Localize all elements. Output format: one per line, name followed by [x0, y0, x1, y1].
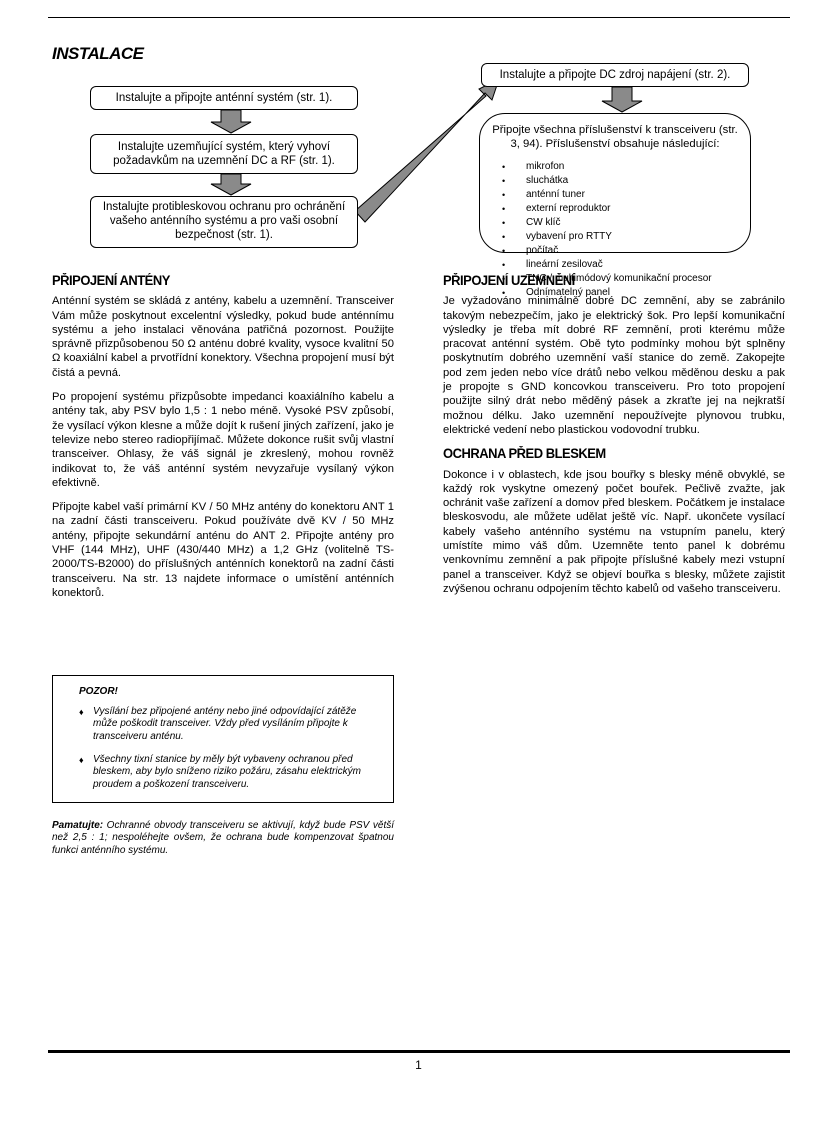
- list-item: • externí reproduktor: [502, 202, 654, 216]
- right-column: [443, 274, 785, 606]
- list-item: • CW klíč: [502, 216, 614, 230]
- left-column: [52, 274, 394, 610]
- flow-step-power: Instalujte a připojte DC zdroj napájení (str. 2).: [481, 63, 749, 87]
- flow-step-grounding: Instalujte uzemňující systém, který vyhoví požadavkům na uzemnění DC a RF (str. 1).: [90, 134, 358, 174]
- paragraph: Anténní systém se skládá z antény, kabelu a uzemnění. Transceiver Vám může poskytnout excelentní výsledky, pokud bude anténnímu systému a jeho instalaci věnována patřičná pozornost. Použijte správně přizpůsobenou 50 Ω anténu dobré kvality, vysoce kvalitní 50 Ω koaxiální kabel a prvotřídní konektory. Všechna propojení musí být čistá a pevná.: [52, 295, 394, 379]
- diamond-bullet-icon: ♦: [79, 755, 84, 765]
- accessories-intro: Připojte všechna příslušenství k transceiveru (str. 3, 94). Příslušenství obsahuje následující:: [492, 124, 738, 150]
- list-item: • Odnímatelný panel: [502, 286, 742, 300]
- warning-title: POZOR!: [79, 686, 118, 697]
- warning-box: [52, 675, 394, 803]
- note: [52, 820, 394, 857]
- flow-step-lightning: Instalujte protibleskovou ochranu pro ochránění vašeho anténního systému a pro vaši osobní bezpečnost (str. 1).: [90, 196, 358, 248]
- arrow-down-3-icon: [602, 87, 642, 112]
- paragraph: Dokonce i v oblastech, kde jsou bouřky s blesky méně obvyklé, se každý rok vyskytne omezený počet bouřek. Pečlivě zvažte, jak ochránit vaše zařízení a domov před bleskem. Počátkem je instalace bleskosvodu, ale můžete udělat ještě víc. Např. ukončete vysílací kabely vašeho anténního systému na vstupním panelu, který umístíte mimo váš dům. Uzemněte tento panel k dobrému venkovnímu zemnění a pak připojte příslušné kabely mezi vstupní panel a transceiver. Když se objeví bouřka s blesky, můžete zajistit zvýšenou ochranu odpojením těchto kabelů od vašeho transceiveru.: [443, 468, 785, 595]
- list-item: • vybavení pro RTTY: [502, 230, 654, 244]
- note-text: Ochranné obvody transceiveru se aktivují, když bude PSV větší než 2,5 : 1; nespoléhejte ovšem, že ochrana bude kompenzovat špatnou funkci anténního systému.: [52, 820, 394, 856]
- warning-item-text: Vysílání bez připojené antény nebo jiné odpovídající zátěže může poškodit transceiver. Vždy před vysíláním připojte k transceiveru anténu.: [93, 706, 357, 742]
- diamond-bullet-icon: ♦: [79, 707, 84, 717]
- arrow-diagonal-icon: [355, 79, 499, 222]
- page-number: 1: [415, 1058, 422, 1072]
- page-title: INSTALACE: [52, 44, 144, 63]
- section-heading-antenna: PŘIPOJENÍ ANTÉNY: [52, 273, 170, 288]
- paragraph: Po propojení systému přizpůsobte impedanci koaxiálního kabelu a antény tak, aby PSV bylo 1,5 : 1 nebo méně. Vysoké PSV způsobí, že vysílací výkon klesne a může dojít k rušení jiných zařízení, jako je televize nebo stereo radiopřijímač. Můžete dokonce rušit svůj vlastní transceiver. Ohlasy, že váš signál je zkreslený, mohou rovněž indikovat to, že váš anténní systém nevyzařuje vysílaný výkon efektivně.: [52, 391, 394, 489]
- warning-item: [79, 754, 379, 791]
- arrow-down-2-icon: [211, 174, 251, 195]
- list-item: • anténní tuner: [502, 188, 614, 202]
- warning-item: [79, 706, 379, 743]
- paragraph: Připojte kabel vaší primární KV / 50 MHz antény do konektoru ANT 1 na zadní části transceiveru. Pokud používáte dvě KV / 50 MHz antény, připojte sekundární anténu do ANT 2. Připojte antény pro VHF (144 MHz), UHF (430/440 MHz) a 1,2 GHz (volitelně TS-2000/TS-B2000) do příslušných anténních konektorů na zadní části transceiveru. Na str. 13 najdete informace o umístění anténních konektorů.: [52, 501, 394, 599]
- list-item: • TNC / multimódový komunikační procesor: [502, 272, 742, 286]
- arrow-down-1-icon: [211, 110, 251, 133]
- list-item: • mikrofon: [502, 160, 614, 174]
- section-heading-grounding: PŘIPOJENÍ UZEMNĚNÍ: [443, 273, 575, 288]
- section-heading-lightning: OCHRANA PŘED BLESKEM: [443, 446, 606, 462]
- note-label: Pamatujte:: [52, 820, 104, 831]
- warning-item-text: Všechny tixní stanice by měly být vybaveny ochranou před bleskem, aby bylo sníženo riziko požáru, zásahu elektrickým proudem a poškození transceiveru.: [93, 754, 361, 790]
- paragraph: Je vyžadováno minimálně dobré DC zemnění, aby se zabránilo takovým nebezpečím, jako je elektrický šok. Pro lepší komunikační výsledky je třeba mít dobré RF zemnění, proti kterému může pracovat anténní systém. Obě tyto podmínky mohou být splněny poskytnutím dobrého uzemnění vaší stanice do země. Zakopejte pod zem jeden nebo více drátů nebo velkou měděnou desku a pak je propojte s GND koncovkou transceiveru. Pro toto propojení použijte silný drát nebo měděný pásek a zkraťte jej na nejkratší možnou délku. Jako uzemnění nepoužívejte plynovou trubku, elektrické vedení nebo plastickou vodovodní trubku.: [443, 295, 785, 436]
- bottom-rule: [48, 1050, 790, 1053]
- list-item: • počítač: [502, 244, 614, 258]
- list-item: • sluchátka: [502, 174, 654, 188]
- list-item: • lineární zesilovač: [502, 258, 654, 272]
- flow-step-antenna: Instalujte a připojte anténní systém (str. 1).: [90, 86, 358, 110]
